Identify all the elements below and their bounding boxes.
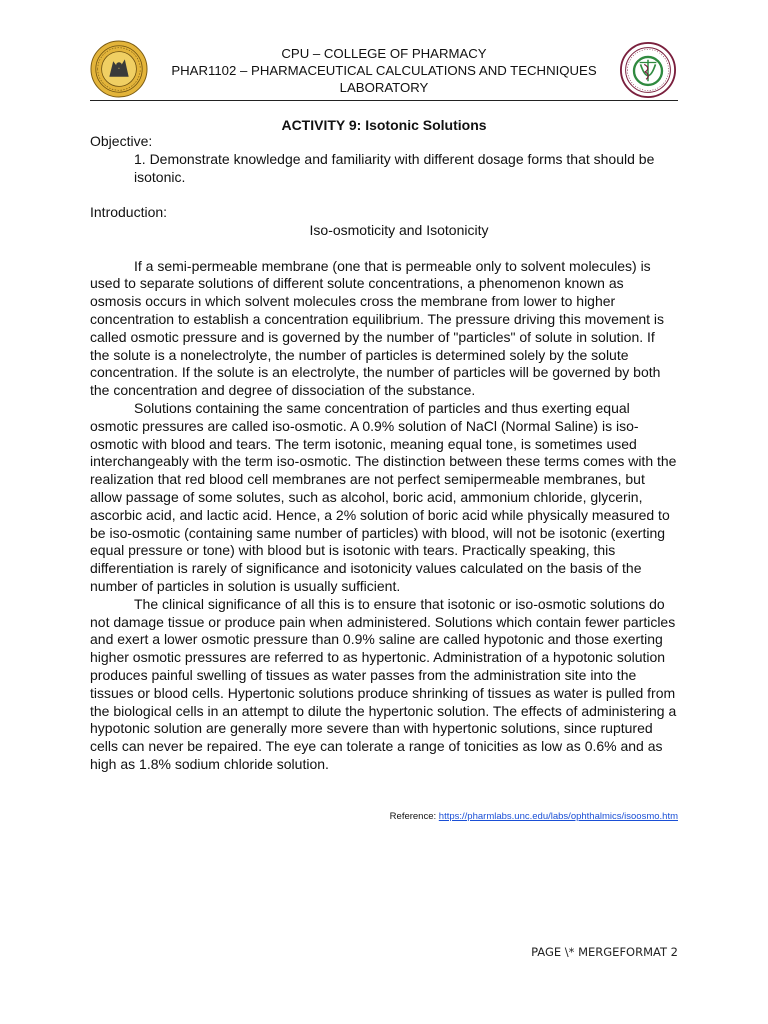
page-footer: PAGE \* MERGEFORMAT 2: [531, 945, 678, 959]
introduction-subtitle: Iso-osmoticity and Isotonicity: [309, 221, 489, 238]
header-college-line: CPU – COLLEGE OF PHARMACY: [281, 46, 487, 61]
reference-label: Reference:: [389, 811, 439, 822]
reference-line: [90, 811, 678, 823]
document-header: [150, 45, 618, 96]
pharmacy-seal-icon: [620, 42, 676, 98]
document-body: [90, 133, 678, 774]
spacer: [90, 240, 678, 258]
objective-item: 1. Demonstrate knowledge and familiarity with different dosage forms that should be isotonic.: [134, 150, 655, 185]
paragraph-iso-osmotic: Solutions containing the same concentration of particles and thus exerting equal osmotic pressures are called iso-osmotic. A 0.9% solution of NaCl (Normal Saline) is iso-osmotic with blood and tears. The term isotonic, meaning equal tone, is sometimes used interchangeably with the term iso-osmotic. The distinction between these terms comes with the realization that red blood cell membranes are not perfect semipermeable membranes, but allow passage of some solutes, such as alcohol, boric acid, ammonium chloride, glycerin, ascorbic acid, and lactic acid. Hence, a 2% solution of boric acid while physically measured to be iso-osmotic (containing same number of particles) with blood, will not be isotonic (exerting equal pressure or tone) with blood but is isotonic with tears. Practically speaking, this differentiation is rarely of significance and isotonicity values calculated on the basis of the number of particles in solution is usually sufficient.: [90, 399, 677, 594]
objective-label: Objective:: [90, 133, 153, 149]
introduction-label: Introduction:: [90, 204, 168, 221]
spacer: [90, 186, 678, 204]
header-course-line: PHAR1102 – PHARMACEUTICAL CALCULATIONS AND TECHNIQUES: [171, 63, 597, 78]
paragraph-clinical-significance: The clinical significance of all this is to ensure that isotonic or iso-osmotic solutions do not damage tissue or produce pain when administered. Solutions which contain fewer particles and exert a lower osmotic pressure than 0.9% saline are called hypotonic and those exerting higher osmotic pressures are referred to as hypertonic. Administration of a hypotonic solution produces painful swelling of tissues as water passes from the administration site into the tissues or blood cells. Hypertonic solutions produce shrinking of tissues as water is pulled from the biological cells in an attempt to dilute the hypertonic solution. The effects of administering a hypotonic solution are generally more severe than with hypertonic solutions, since ruptured cells can never be repaired. The eye can tolerate a range of tonicities as low as 0.6% and as high as 1.8% sodium chloride solution.: [90, 595, 677, 772]
reference-link[interactable]: https://pharmlabs.unc.edu/labs/ophthalmics/isoosmo.htm: [438, 811, 678, 822]
cpu-seal-icon: [90, 40, 148, 98]
activity-title: ACTIVITY 9: Isotonic Solutions: [281, 117, 487, 133]
header-divider: [90, 100, 678, 101]
paragraph-osmosis: If a semi-permeable membrane (one that is permeable only to solvent molecules) is used to separate solutions of different solute concentrations, a phenomenon known as osmosis occurs in which solvent molecules cross the membrane from lower to higher concentration to establish a concentration equilibrium. The pressure driving this movement is called osmotic pressure and is governed by the number of "particles" of solute in solution. If the solute is a nonelectrolyte, the number of particles is determined solely by the solute concentration. If the solute is an electrolyte, the number of particles will be governed by both the concentration and degree of dissociation of the substance.: [90, 257, 665, 399]
header-laboratory-line: LABORATORY: [339, 80, 429, 95]
